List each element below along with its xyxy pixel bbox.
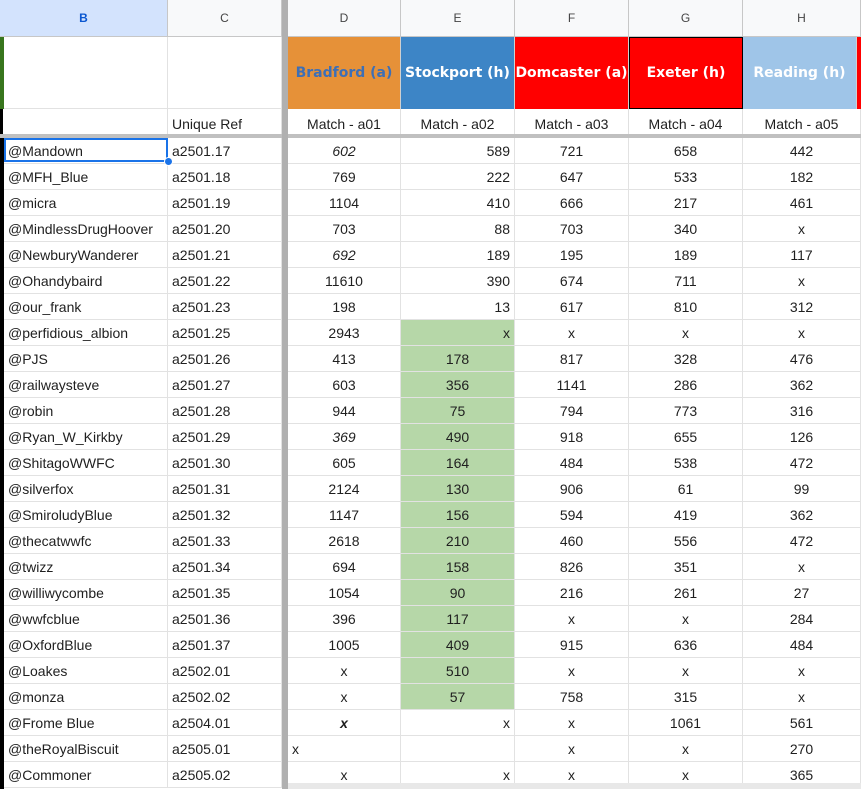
match-a05-cell[interactable]: 476 xyxy=(743,346,861,372)
match-a05-cell[interactable]: x xyxy=(743,268,861,294)
fill-handle[interactable] xyxy=(164,157,173,166)
match-a01-cell[interactable]: 603 xyxy=(288,372,401,398)
team-header-doncaster[interactable]: Domcaster (a) xyxy=(515,37,629,109)
match-a02-cell[interactable]: 490 xyxy=(401,424,515,450)
match-a04-cell[interactable]: x xyxy=(629,762,743,788)
match-a02-cell[interactable]: 510 xyxy=(401,658,515,684)
match-a02-cell[interactable]: 409 xyxy=(401,632,515,658)
table-row xyxy=(0,268,861,294)
username-cell[interactable]: @robin xyxy=(4,398,168,424)
match-a01-cell[interactable]: 703 xyxy=(288,216,401,242)
match-a03-cell[interactable]: 758 xyxy=(515,684,629,710)
unique-ref-cell[interactable]: a2501.26 xyxy=(168,346,282,372)
match-a03-cell[interactable]: x xyxy=(515,736,629,762)
match-a05-cell[interactable]: 182 xyxy=(743,164,861,190)
match-a03-cell[interactable]: x xyxy=(515,710,629,736)
match-a02-cell[interactable]: 189 xyxy=(401,242,515,268)
match-a02-cell[interactable]: 13 xyxy=(401,294,515,320)
match-a05-cell[interactable]: 472 xyxy=(743,450,861,476)
match-a02-cell[interactable]: 156 xyxy=(401,502,515,528)
match-a02-cell[interactable]: 178 xyxy=(401,346,515,372)
match-a04-cell[interactable]: 533 xyxy=(629,164,743,190)
match-a02-cell[interactable]: x xyxy=(401,762,515,788)
unique-ref-cell[interactable]: a2504.01 xyxy=(168,710,282,736)
team-header-bradford[interactable]: Bradford (a) xyxy=(288,37,401,109)
empty-header-cell-c[interactable] xyxy=(168,37,282,109)
username-cell[interactable]: @Loakes xyxy=(4,658,168,684)
frozen-row-divider[interactable] xyxy=(0,134,861,138)
match-a01-cell[interactable]: 692 xyxy=(288,242,401,268)
team-header-stockport[interactable]: Stockport (h) xyxy=(401,37,515,109)
match-a02-cell[interactable]: 164 xyxy=(401,450,515,476)
match-a04-cell[interactable]: 538 xyxy=(629,450,743,476)
match-a02-cell[interactable]: 75 xyxy=(401,398,515,424)
match-a03-cell[interactable]: 918 xyxy=(515,424,629,450)
match-a04-cell[interactable]: 658 xyxy=(629,138,743,164)
unique-ref-cell[interactable]: a2502.01 xyxy=(168,658,282,684)
match-a02-cell[interactable]: 158 xyxy=(401,554,515,580)
username-cell[interactable]: @monza xyxy=(4,684,168,710)
match-a05-cell[interactable]: 99 xyxy=(743,476,861,502)
match-a05-cell[interactable]: 27 xyxy=(743,580,861,606)
match-a01-cell[interactable]: 11610 xyxy=(288,268,401,294)
match-a04-cell[interactable]: 773 xyxy=(629,398,743,424)
match-a03-cell[interactable]: 216 xyxy=(515,580,629,606)
unique-ref-cell[interactable]: a2501.19 xyxy=(168,190,282,216)
username-cell[interactable]: @our_frank xyxy=(4,294,168,320)
match-a04-cell[interactable]: 711 xyxy=(629,268,743,294)
match-a01-cell[interactable]: 2943 xyxy=(288,320,401,346)
column-header-e[interactable]: E xyxy=(401,0,515,37)
username-cell[interactable]: @MFH_Blue xyxy=(4,164,168,190)
match-header-a04[interactable]: Match - a04 xyxy=(629,109,743,136)
row-left-border xyxy=(0,138,4,789)
match-a05-cell[interactable]: 312 xyxy=(743,294,861,320)
unique-ref-header[interactable]: Unique Ref xyxy=(168,109,282,136)
unique-ref-cell[interactable]: a2502.02 xyxy=(168,684,282,710)
table-row xyxy=(0,476,861,502)
team-header-next-edge xyxy=(857,37,861,109)
match-a03-cell[interactable]: 195 xyxy=(515,242,629,268)
match-a03-cell[interactable]: 794 xyxy=(515,398,629,424)
unique-ref-cell[interactable]: a2501.22 xyxy=(168,268,282,294)
match-a01-cell[interactable]: 396 xyxy=(288,606,401,632)
match-a04-cell[interactable]: 1061 xyxy=(629,710,743,736)
match-a03-cell[interactable]: 721 xyxy=(515,138,629,164)
match-a05-cell[interactable]: 461 xyxy=(743,190,861,216)
table-row xyxy=(0,294,861,320)
match-a04-cell[interactable]: x xyxy=(629,606,743,632)
unique-ref-cell[interactable]: a2501.29 xyxy=(168,424,282,450)
match-a05-cell[interactable]: 484 xyxy=(743,632,861,658)
unique-ref-cell[interactable]: a2501.18 xyxy=(168,164,282,190)
match-a01-cell[interactable]: 2124 xyxy=(288,476,401,502)
match-a01-cell[interactable]: 198 xyxy=(288,294,401,320)
match-a02-cell[interactable]: 390 xyxy=(401,268,515,294)
username-cell[interactable]: @ShitagoWWFC xyxy=(4,450,168,476)
match-a03-cell[interactable]: 594 xyxy=(515,502,629,528)
match-a02-cell[interactable]: 117 xyxy=(401,606,515,632)
match-a05-cell[interactable]: x xyxy=(743,658,861,684)
match-a05-cell[interactable]: 316 xyxy=(743,398,861,424)
match-header-a02[interactable]: Match - a02 xyxy=(401,109,515,136)
table-row xyxy=(0,450,861,476)
match-a01-cell[interactable]: x xyxy=(288,684,401,710)
username-cell[interactable]: @wwfcblue xyxy=(4,606,168,632)
match-a03-cell[interactable]: 826 xyxy=(515,554,629,580)
username-cell[interactable]: @Mandown xyxy=(4,138,168,164)
table-row xyxy=(0,190,861,216)
username-cell[interactable]: @thecatwwfc xyxy=(4,528,168,554)
table-row xyxy=(0,632,861,658)
unique-ref-cell[interactable]: a2501.28 xyxy=(168,398,282,424)
match-a03-cell[interactable]: x xyxy=(515,658,629,684)
match-a01-cell[interactable]: x xyxy=(288,736,401,762)
match-a04-cell[interactable]: x xyxy=(629,320,743,346)
username-cell[interactable]: @railwaysteve xyxy=(4,372,168,398)
team-header-reading[interactable]: Reading (h) xyxy=(743,37,857,109)
match-a03-cell[interactable]: 617 xyxy=(515,294,629,320)
unique-ref-cell[interactable]: a2505.01 xyxy=(168,736,282,762)
horizontal-scrollbar[interactable] xyxy=(288,783,861,789)
empty-header-cell-b[interactable] xyxy=(4,37,168,109)
column-header-h[interactable]: H xyxy=(743,0,861,37)
match-a03-cell[interactable]: 906 xyxy=(515,476,629,502)
match-a05-cell[interactable]: x xyxy=(743,216,861,242)
match-a01-cell[interactable]: 1147 xyxy=(288,502,401,528)
match-header-a05[interactable]: Match - a05 xyxy=(743,109,861,136)
match-a04-cell[interactable]: 328 xyxy=(629,346,743,372)
username-cell[interactable]: @Ryan_W_Kirkby xyxy=(4,424,168,450)
match-a01-cell[interactable]: 694 xyxy=(288,554,401,580)
username-cell[interactable]: @MindlessDrugHoover xyxy=(4,216,168,242)
unique-ref-cell[interactable]: a2501.36 xyxy=(168,606,282,632)
match-a05-cell[interactable]: 561 xyxy=(743,710,861,736)
match-a05-cell[interactable]: 472 xyxy=(743,528,861,554)
table-row xyxy=(0,710,861,736)
column-header-g[interactable]: G xyxy=(629,0,743,37)
match-a01-cell[interactable]: 413 xyxy=(288,346,401,372)
table-row xyxy=(0,320,861,346)
frozen-column-divider[interactable] xyxy=(282,0,288,789)
match-a05-cell[interactable]: 126 xyxy=(743,424,861,450)
match-a03-cell[interactable]: 484 xyxy=(515,450,629,476)
unique-ref-cell[interactable]: a2501.34 xyxy=(168,554,282,580)
match-a02-cell[interactable]: 356 xyxy=(401,372,515,398)
unique-ref-cell[interactable]: a2501.27 xyxy=(168,372,282,398)
match-a03-cell[interactable]: x xyxy=(515,762,629,788)
username-cell[interactable]: @theRoyalBiscuit xyxy=(4,736,168,762)
table-row xyxy=(0,554,861,580)
table-row xyxy=(0,684,861,710)
username-cell[interactable]: @Ohandybaird xyxy=(4,268,168,294)
table-row xyxy=(0,580,861,606)
match-a02-cell[interactable]: 210 xyxy=(401,528,515,554)
match-a04-cell[interactable]: 189 xyxy=(629,242,743,268)
column-header-d[interactable]: D xyxy=(288,0,401,37)
table-row xyxy=(0,736,861,762)
match-a03-cell[interactable]: 460 xyxy=(515,528,629,554)
match-a05-cell[interactable]: x xyxy=(743,320,861,346)
table-row xyxy=(0,242,861,268)
match-a04-cell[interactable]: 351 xyxy=(629,554,743,580)
match-a04-cell[interactable]: 217 xyxy=(629,190,743,216)
match-a05-cell[interactable]: 284 xyxy=(743,606,861,632)
table-row xyxy=(0,138,861,164)
match-a04-cell[interactable]: 261 xyxy=(629,580,743,606)
username-cell[interactable]: @micra xyxy=(4,190,168,216)
table-row xyxy=(0,424,861,450)
username-cell[interactable]: @Commoner xyxy=(4,762,168,788)
match-a03-cell[interactable]: x xyxy=(515,606,629,632)
username-cell[interactable]: @twizz xyxy=(4,554,168,580)
match-header-a03[interactable]: Match - a03 xyxy=(515,109,629,136)
match-a03-cell[interactable]: 703 xyxy=(515,216,629,242)
match-a02-cell[interactable]: 222 xyxy=(401,164,515,190)
match-a01-cell[interactable]: x xyxy=(288,710,401,736)
username-cell[interactable]: @OxfordBlue xyxy=(4,632,168,658)
match-header-a01[interactable]: Match - a01 xyxy=(288,109,401,136)
column-header-c[interactable]: C xyxy=(168,0,282,37)
unique-ref-cell[interactable]: a2501.17 xyxy=(168,138,282,164)
unique-ref-cell[interactable]: a2501.23 xyxy=(168,294,282,320)
match-a04-cell[interactable]: x xyxy=(629,736,743,762)
username-cell[interactable]: @NewburyWanderer xyxy=(4,242,168,268)
match-a03-cell[interactable]: 915 xyxy=(515,632,629,658)
match-a03-cell[interactable]: 666 xyxy=(515,190,629,216)
match-a05-cell[interactable]: 362 xyxy=(743,372,861,398)
unique-ref-cell[interactable]: a2501.20 xyxy=(168,216,282,242)
match-a04-cell[interactable]: x xyxy=(629,658,743,684)
match-a02-cell[interactable]: 88 xyxy=(401,216,515,242)
match-a01-cell[interactable]: x xyxy=(288,762,401,788)
match-a01-cell[interactable]: 1104 xyxy=(288,190,401,216)
column-header-f[interactable]: F xyxy=(515,0,629,37)
match-a01-cell[interactable]: 769 xyxy=(288,164,401,190)
unique-ref-cell[interactable]: a2501.35 xyxy=(168,580,282,606)
match-a02-cell[interactable]: 130 xyxy=(401,476,515,502)
table-row xyxy=(0,372,861,398)
username-cell[interactable]: @williwycombe xyxy=(4,580,168,606)
username-cell[interactable]: @silverfox xyxy=(4,476,168,502)
table-row xyxy=(0,398,861,424)
match-a03-cell[interactable]: 1141 xyxy=(515,372,629,398)
username-cell[interactable]: @PJS xyxy=(4,346,168,372)
match-a03-cell[interactable]: 817 xyxy=(515,346,629,372)
match-a04-cell[interactable]: 636 xyxy=(629,632,743,658)
match-a01-cell[interactable]: 369 xyxy=(288,424,401,450)
unique-ref-cell[interactable]: a2501.33 xyxy=(168,528,282,554)
match-a02-cell[interactable]: 589 xyxy=(401,138,515,164)
match-a04-cell[interactable]: 286 xyxy=(629,372,743,398)
match-a01-cell[interactable]: x xyxy=(288,658,401,684)
match-a04-cell[interactable]: 655 xyxy=(629,424,743,450)
table-row xyxy=(0,346,861,372)
team-header-exeter[interactable]: Exeter (h) xyxy=(629,37,743,109)
match-a04-cell[interactable]: 419 xyxy=(629,502,743,528)
empty-subheader-b[interactable] xyxy=(0,109,168,136)
match-a05-cell[interactable]: 362 xyxy=(743,502,861,528)
unique-ref-cell[interactable]: a2505.02 xyxy=(168,762,282,788)
column-header-b[interactable]: B xyxy=(0,0,168,37)
table-row xyxy=(0,216,861,242)
match-a05-cell[interactable]: x xyxy=(743,554,861,580)
match-a04-cell[interactable]: 315 xyxy=(629,684,743,710)
table-row xyxy=(0,164,861,190)
table-row xyxy=(0,658,861,684)
unique-ref-cell[interactable]: a2501.32 xyxy=(168,502,282,528)
match-a04-cell[interactable]: 556 xyxy=(629,528,743,554)
match-a02-cell[interactable]: 57 xyxy=(401,684,515,710)
match-a03-cell[interactable]: 674 xyxy=(515,268,629,294)
unique-ref-cell[interactable]: a2501.31 xyxy=(168,476,282,502)
match-a01-cell[interactable]: 944 xyxy=(288,398,401,424)
match-a05-cell[interactable]: 117 xyxy=(743,242,861,268)
match-a01-cell[interactable]: 1005 xyxy=(288,632,401,658)
match-a01-cell[interactable]: 2618 xyxy=(288,528,401,554)
match-a02-cell[interactable]: 410 xyxy=(401,190,515,216)
unique-ref-cell[interactable]: a2501.37 xyxy=(168,632,282,658)
match-a03-cell[interactable]: 647 xyxy=(515,164,629,190)
match-a03-cell[interactable]: x xyxy=(515,320,629,346)
match-a04-cell[interactable]: 810 xyxy=(629,294,743,320)
match-a02-cell[interactable]: 90 xyxy=(401,580,515,606)
table-row xyxy=(0,528,861,554)
match-a04-cell[interactable]: 61 xyxy=(629,476,743,502)
unique-ref-cell[interactable]: a2501.30 xyxy=(168,450,282,476)
match-a05-cell[interactable]: x xyxy=(743,684,861,710)
match-a02-cell[interactable] xyxy=(401,736,515,762)
unique-ref-cell[interactable]: a2501.25 xyxy=(168,320,282,346)
match-a05-cell[interactable]: 365 xyxy=(743,762,861,788)
username-cell[interactable]: @Frome Blue xyxy=(4,710,168,736)
table-row xyxy=(0,502,861,528)
match-a01-cell[interactable]: 602 xyxy=(288,138,401,164)
match-a02-cell[interactable]: x xyxy=(401,320,515,346)
match-a05-cell[interactable]: 270 xyxy=(743,736,861,762)
match-a05-cell[interactable]: 442 xyxy=(743,138,861,164)
unique-ref-cell[interactable]: a2501.21 xyxy=(168,242,282,268)
username-cell[interactable]: @perfidious_albion xyxy=(4,320,168,346)
table-row xyxy=(0,606,861,632)
username-cell[interactable]: @SmiroludyBlue xyxy=(4,502,168,528)
match-a01-cell[interactable]: 1054 xyxy=(288,580,401,606)
match-a02-cell[interactable]: x xyxy=(401,710,515,736)
match-a01-cell[interactable]: 605 xyxy=(288,450,401,476)
match-a04-cell[interactable]: 340 xyxy=(629,216,743,242)
